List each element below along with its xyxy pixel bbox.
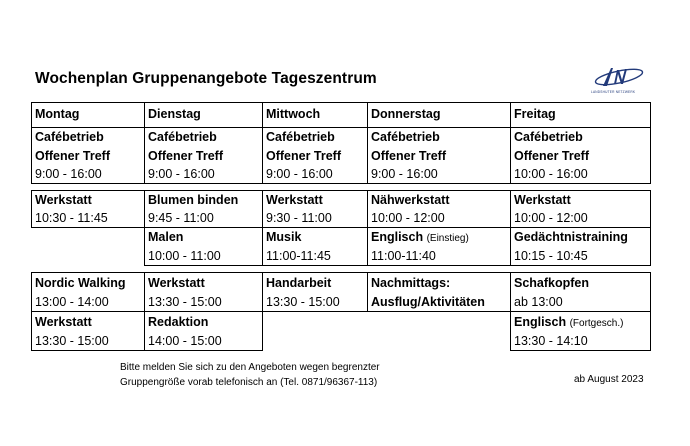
offer-werkstatt-montag-nachmittag [31,311,145,351]
offer-title [371,230,469,246]
offer-name: Werkstatt [35,315,92,329]
offer-name: Redaktion [148,315,209,329]
offer-handarbeit-mittwoch [262,272,368,312]
valid-from-date: ab August 2023 [574,374,644,385]
offer-name: Englisch [371,230,424,244]
offer-time: 10:00 - 11:00 [148,249,221,263]
offer-time: 11:00-11:40 [371,249,436,263]
offer-name: Gedächtnistraining [514,230,628,244]
offer-werkstatt-freitag [510,190,651,228]
offer-name: Werkstatt [148,276,205,290]
offer-werkstatt-montag [31,190,145,228]
offer-cafe-freitag [510,127,651,184]
registration-note [120,360,380,390]
day-label: Mittwoch [266,107,321,121]
day-label: Dienstag [148,107,201,121]
logo-icon [589,64,645,90]
offer-time: ab 13:00 [514,295,563,309]
day-label: Donnerstag [371,107,441,121]
offer-name: Werkstatt [514,193,571,207]
offer-schafkopfen-freitag [510,272,651,312]
offer-time: 10:00 - 12:00 [514,211,588,225]
offer-time: 9:00 - 16:00 [35,167,102,181]
offer-musik-mittwoch [262,227,368,266]
offer-time: 9:00 - 16:00 [371,167,438,181]
offer-name: Offener Treff [266,149,342,163]
note-line: Bitte melden Sie sich zu den Angeboten wegen begrenzter [120,362,380,373]
offer-name: Offener Treff [514,149,590,163]
offer-blumen-binden-dienstag [144,190,263,228]
day-label: Freitag [514,107,556,121]
offer-level: (Einstieg) [426,233,469,244]
offer-name: Malen [148,230,184,244]
offer-englisch-einstieg-donnerstag [367,227,511,266]
offer-cafe-donnerstag [367,127,511,184]
day-header-freitag [510,102,651,128]
offer-name: Schafkopfen [514,276,590,290]
offer-title [514,315,623,331]
offer-naehwerkstatt-donnerstag [367,190,511,228]
day-header-montag [31,102,145,128]
offer-englisch-fortgeschritten-freitag [510,311,651,351]
day-label: Montag [35,107,80,121]
offer-name: Handarbeit [266,276,332,290]
offer-werkstatt-dienstag [144,272,263,312]
day-header-mittwoch [262,102,368,128]
day-header-dienstag [144,102,263,128]
offer-time: 13:30 - 14:10 [514,334,588,348]
offer-time: 9:00 - 16:00 [266,167,333,181]
offer-werkstatt-mittwoch [262,190,368,228]
offer-name: Cafébetrieb [514,130,583,144]
page-title: Wochenplan Gruppenangebote Tageszentrum [35,70,377,87]
offer-name: Offener Treff [148,149,224,163]
offer-time: 11:00-11:45 [266,249,331,263]
offer-name: Nachmittags: [371,276,451,290]
offer-nachmittags-donnerstag [367,272,511,312]
offer-malen-dienstag [144,227,263,266]
offer-name: Cafébetrieb [35,130,104,144]
offer-time: 13:30 - 15:00 [148,295,222,309]
offer-name: Nordic Walking [35,276,126,290]
offer-time: 9:45 - 11:00 [148,211,214,225]
offer-time: 14:00 - 15:00 [148,334,222,348]
offer-name: Cafébetrieb [266,130,335,144]
offer-name: Offener Treff [371,149,447,163]
offer-time: 10:00 - 12:00 [371,211,445,225]
offer-name: Cafébetrieb [148,130,217,144]
offer-name: Blumen binden [148,193,239,207]
offer-time: 10:30 - 11:45 [35,211,108,225]
offer-cafe-mittwoch [262,127,368,184]
offer-cafe-dienstag [144,127,263,184]
offer-name: Englisch [514,315,567,329]
offer-redaktion-dienstag [144,311,263,351]
offer-name: Nähwerkstatt [371,193,450,207]
offer-name: Ausflug/Aktivitäten [371,295,485,309]
offer-name: Werkstatt [266,193,323,207]
offer-name: Cafébetrieb [371,130,440,144]
offer-time: 10:00 - 16:00 [514,167,588,181]
offer-cafe-montag [31,127,145,184]
offer-time: 9:00 - 16:00 [148,167,215,181]
offer-nordic-walking-montag [31,272,145,312]
offer-name: Offener Treff [35,149,111,163]
offer-gedaechtnistraining-freitag [510,227,651,266]
offer-time: 9:30 - 11:00 [266,211,332,225]
offer-time: 13:30 - 15:00 [35,334,109,348]
offer-name: Werkstatt [35,193,92,207]
day-header-donnerstag [367,102,511,128]
organization-logo [589,64,645,98]
offer-name: Musik [266,230,302,244]
offer-level: (Fortgesch.) [569,318,624,329]
offer-time: 13:30 - 15:00 [266,295,340,309]
note-line: Gruppengröße vorab telefonisch an (Tel. 0871/96367-113) [120,377,378,388]
offer-time: 13:00 - 14:00 [35,295,109,309]
logo-caption: LANDSHUTER NETZWERK [591,90,636,94]
offer-time: 10:15 - 10:45 [514,249,588,263]
